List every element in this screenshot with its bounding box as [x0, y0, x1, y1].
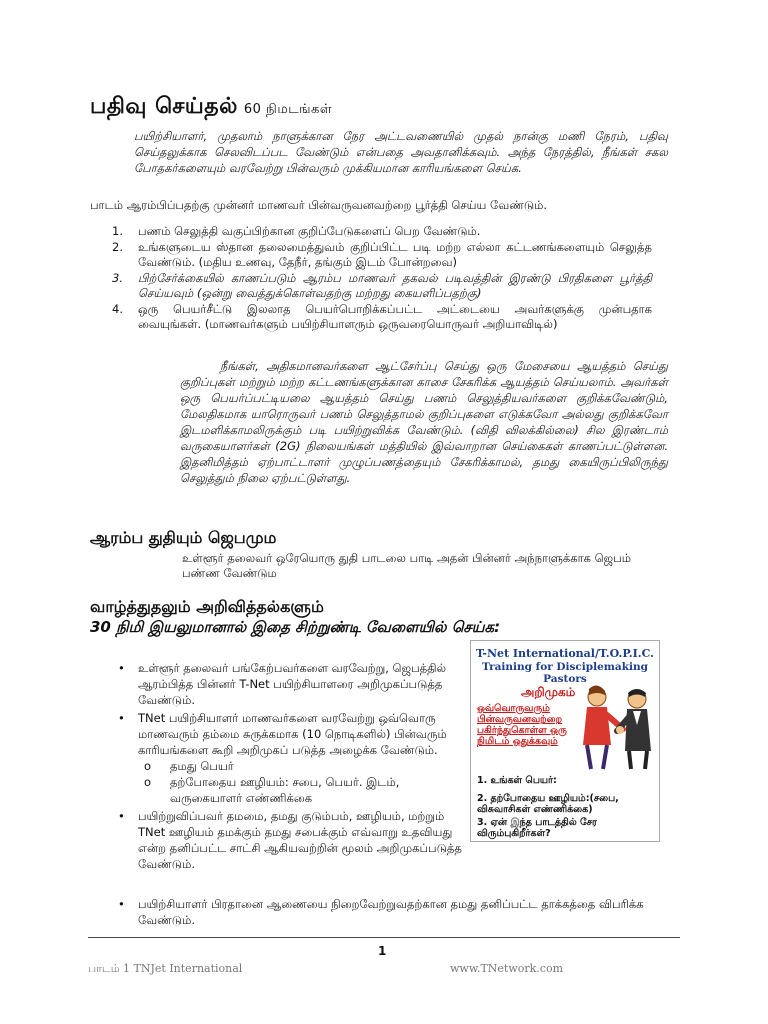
card-subtitle: Training for Disciplemaking Pastors — [482, 661, 648, 685]
footer-website: www.TNetwork.com — [450, 962, 564, 975]
intro-card-image — [470, 640, 660, 842]
footer-left: பாடம் 1 TNJet International — [88, 962, 243, 975]
list-item: 3. பிற்சேர்க்கையில் காணப்படும் ஆரம்ப மாணவர் தகவல் படிவத்தின் இரண்டு பிரதிகளை பூர்த்தி செய்யவும் (ஒன்று வைத்துக்கொள்வதற்கு மற்றது கையளிப்பதற்கு) — [112, 270, 652, 300]
card-question-2: 2. தற்போதைய ஊழியம்:(சபை, விசுவாசிகள் எண்ணிக்கை) — [477, 793, 619, 815]
sub-list-item: o தற்போதைய ஊழியம்: சபை, பெயர். இடம், வருகையாளர் எண்ணிக்கை — [144, 775, 400, 805]
list-item: • பயிற்றுவிப்பவர் தமமை, தமது குடும்பம், ஊழியம், மற்றும் TNet ஊழியம் தமக்கும் தமது சபைக்கும் எவ்வாறு உதவியது என்ற தனிப்பட்ட சாட்சி ஆகியவற்றின் மூலம் அறிமுகப்படுத்த வேண்டும். — [118, 809, 462, 871]
card-question-1: 1. உங்கள் பெயர்: — [477, 775, 557, 786]
list-item: • உள்ளூர் தலைவர் பங்கேற்பவர்களை வரவேற்று, ஜெபத்தில் ஆரம்பித்த பின்னர் T-Net பயிற்சியாளரை அறிமுகப்படுத்த வேண்டும். — [118, 661, 447, 707]
prayer-text: உள்ளூர் தலைவர் ஒரேயொரு துதி பாடலை பாடி அதன் பின்னர் அந்நாளுக்காக ஜெபம் பண்ண வேண்டும — [182, 551, 631, 580]
card-question-3: 3. ஏன் இந்த பாடத்தில் சேர விரும்புகிறீர்கள்? — [477, 817, 597, 839]
steps-list — [112, 224, 652, 333]
handshake-illustration-icon — [581, 685, 655, 771]
sub-list-item: o தமது பெயர் — [144, 759, 234, 773]
list-item: 2. உங்களுடைய ஸ்தான தலைமைத்துவம் குறிப்பிட்ட படி மற்ற எல்லா கட்டணங்களையும் செலுத்த வேண்டும். (மதிய உணவு, தேநீர், தங்கும் இடம் போன்றவை) — [112, 239, 652, 269]
pre-lesson-line: பாடம் ஆரம்பிப்பதற்கு முன்னர் மாணவர் பின்வருவனவற்றை பூர்த்தி செய்ய வேண்டும். — [90, 198, 548, 212]
intro-paragraph: பயிற்சியாளர், முதலாம் நாளுக்கான நேர அட்டவணையில் முதல் நான்கு மணி நேரம், பதிவு செய்தலுக்காக செலவிடப்பட வேண்டும் என்பதை அவதானிக்கவும். அந்த நேரத்தில், நீங்கள் சகல போதகர்களையும் வரவேற்று பின்வரும் முக்கியமான காரியங்களை செய்க. — [134, 129, 668, 175]
section-title: பதிவு செய்தல் — [90, 94, 238, 119]
list-item: • TNet பயிற்சியாளர் மாணவர்களை வரவேற்று ஒவ்வொரு மாணவரும் தம்மை சுருக்கமாக (10 நொடிகளில்) பின்வரும் காரியங்களை கூறி அறிமுகப் படுத்த அழைக்க வேண்டும். o தமது பெயர் o தற்போதைய ஊழியம்: சபை, பெயர். இடம், வருகையாளர் எண்ணிக்கை — [114, 710, 466, 806]
note-paragraph: நீங்கள், அதிகமானவர்களை ஆட்சேர்ப்பு செய்து ஒரு மேசையை ஆயத்தம் செய்து குறிப்புகள் மற்றும் மற்ற கட்டணங்களுக்கான காசை சேகரிக்க ஆயத்தம் செய்யலாம். அவர்கள் ஒரு பெயர்ப்பட்டியலை ஆயத்தம் செய்து பணம் செலுத்தியவர்களை குறிக்கவேண்டும், மேலதிகமாக யாரொருவர் பணம் செலுத்தாமல் குறிப்புகளை எடுக்கவோ அல்லது குறிக்கவோ இடமளிக்காமலிருக்கும் படி பயிற்றுவிக்க வேண்டும். (விதி விலக்கில்லை) சில இரண்டாம் வருகையாளர்கள் (2G) நிலையங்கள் மத்தியில் இவ்வாறான செய்கைகள் காணப்பட்டுள்ளன. இதனிமித்தம் ஏற்பாட்டாளர் முழுப்பணத்தையும் சேகரிக்காமல், தமது கையிருப்பிலிருந்து செலுத்தும் நிலை ஏற்பட்டுள்ளது. — [180, 359, 669, 485]
prayer-heading: ஆரம்ப துதியும் ஜெபமும — [90, 528, 277, 547]
list-item: 1. பணம் செலுத்தி வகுப்பிற்கான குறிப்பேடுகளைப் பெற வேண்டும். — [112, 224, 481, 238]
welcome-list — [114, 660, 466, 874]
card-heading: அறிமுகம் — [521, 685, 576, 699]
duration-label: 60 நிமடங்கள் — [243, 102, 333, 117]
card-title: T-Net International/T.O.P.I.C. — [476, 647, 654, 660]
card-prompt: ஒவ்வொருவரும் பின்வருவனவற்றை பகிர்ந்துகொள்ள ஒரு நிமிடம் ஒதுக்கவும் — [477, 703, 567, 747]
list-item: • பயிற்சியாளர் பிரதானை ஆணையை நிறைவேற்றுவதற்கான தமது தனிப்பட்ட தாக்கத்தை விபரிக்க வேண்டும். — [118, 897, 644, 927]
page-number: 1 — [378, 944, 387, 958]
welcome-subtitle: 30 நிமி இயலுமானால் இதை சிற்றுண்டி வேளையில் செய்க: — [90, 618, 501, 636]
page-title — [90, 94, 332, 122]
list-item: 4. ஒரு பெயர்சீட்டு இலலாத பெயர்பொறிக்கப்பட்ட அட்டையை அவர்களுக்கு முன்பதாக வையுங்கள். (மாணவர்களும் பயிற்சியாளரும் ஒருவரையொருவர் அறியாவிடில்) — [112, 301, 652, 331]
footer-divider — [88, 937, 680, 938]
welcome-heading: வாழ்த்துதலும் அறிவித்தல்களும் — [90, 597, 324, 616]
